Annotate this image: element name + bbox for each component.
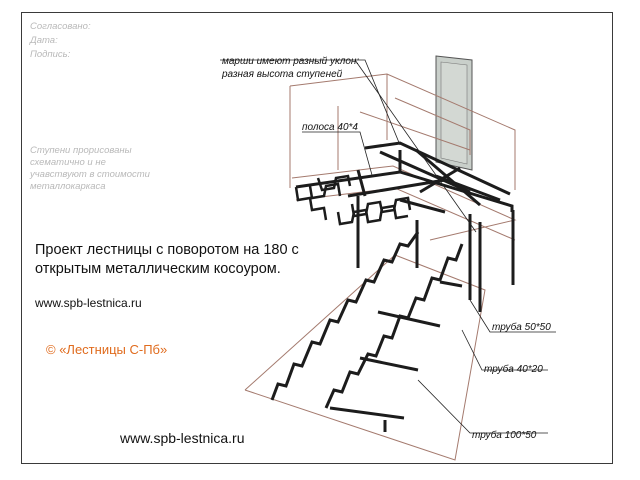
callout-pipe-40: труба 40*20	[484, 364, 543, 375]
callout-marches-line1: марши имеют разный уклон:	[222, 56, 360, 67]
website-link-large[interactable]: www.spb-lestnica.ru	[120, 430, 245, 446]
landing-frame	[296, 143, 512, 212]
website-link-small[interactable]: www.spb-lestnica.ru	[35, 296, 142, 310]
callout-pipe-50: труба 50*50	[492, 322, 551, 333]
callout-marches-line2: разная высота ступеней	[222, 69, 343, 80]
callout-strip: полоса 40*4	[302, 122, 358, 133]
stamp-signature: Подпись:	[30, 49, 71, 60]
project-title: Проект лестницы с поворотом на 180 с открытым металлическим косоуром.	[35, 242, 299, 277]
copyright-text: © «Лестницы С-Пб»	[46, 342, 168, 357]
stamp-agreed: Согласовано:	[30, 21, 91, 32]
steps-note: Ступени прорисованы схематично и не учавствуют в стоимости металлокаркаса	[30, 145, 150, 192]
door-panel	[436, 56, 472, 170]
callout-pipe-100: труба 100*50	[472, 430, 537, 441]
stamp-date: Дата:	[30, 35, 58, 46]
